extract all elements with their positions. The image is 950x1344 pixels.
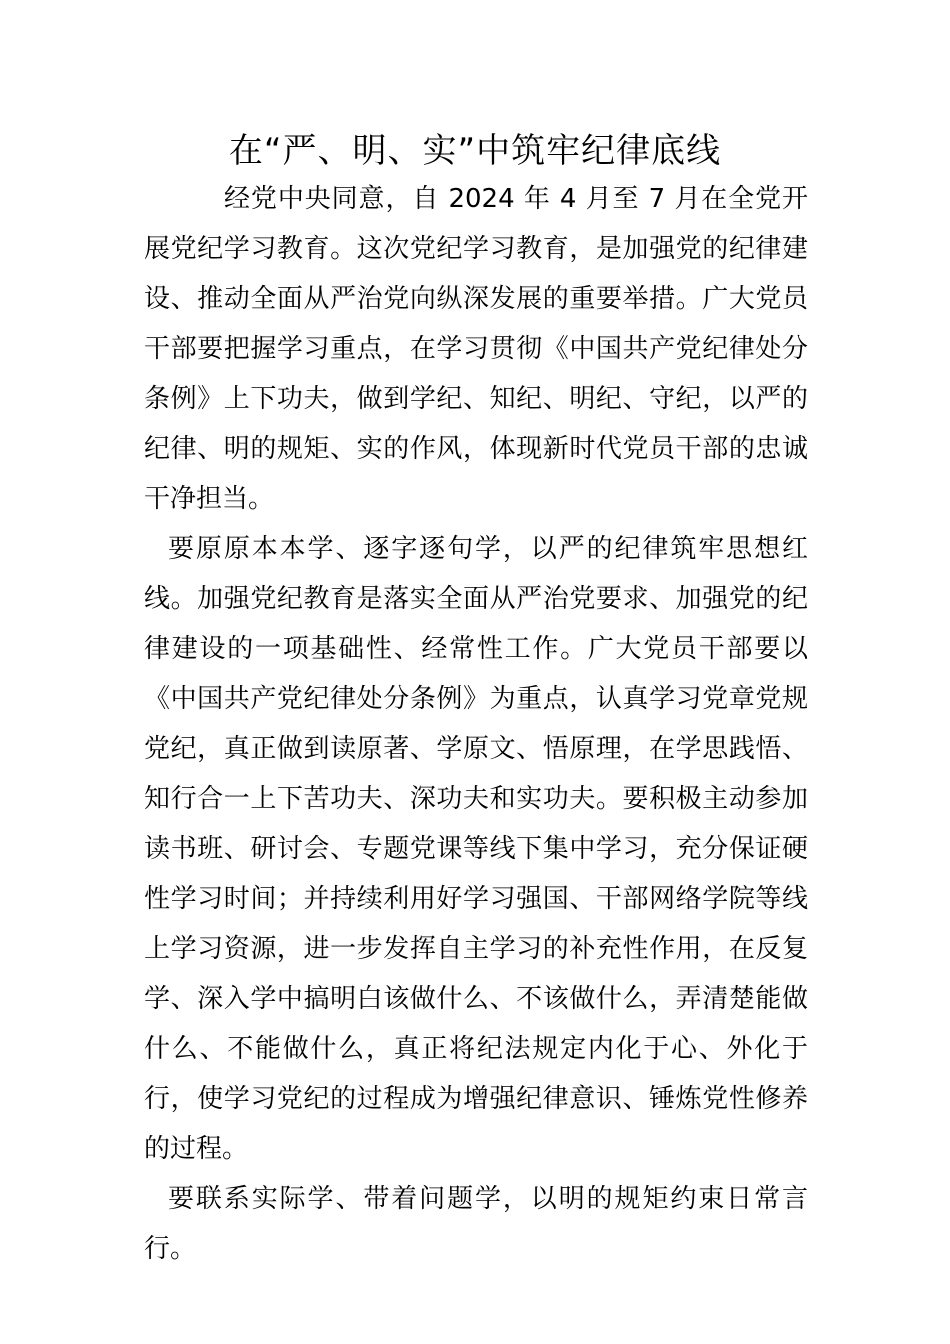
document-title: 在“严、明、实”中筑牢纪律底线 xyxy=(228,131,722,171)
paragraph-3: 要联系实际学、带着问题学，以明的规矩约束日常言行。 xyxy=(144,1184,808,1264)
document-body xyxy=(144,174,808,1274)
paragraph-2: 要原原本本学、逐字逐句学，以严的纪律筑牢思想红线。加强党纪教育是落实全面从严治党要求、加强党的纪律建设的一项基础性、经常性工作。广大党员干部要以《中国共产党纪律处分条例》为重点，认真学习党章党规党纪，真正做到读原著、学原文、悟原理，在学思践悟、知行合一上下苦功夫、深功夫和实功夫。要积极主动参加读书班、研讨会、专题党课等线下集中学习，充分保证硬性学习时间；并持续利用好学习强国、干部网络学院等线上学习资源，进一步发挥自主学习的补充性作用，在反复学、深入学中搞明白该做什么、不该做什么，弄清楚能做什么、不能做什么，真正将纪法规定内化于心、外化于行，使学习党纪的过程成为增强纪律意识、锤炼党性修养的过程。 xyxy=(144,534,808,1164)
paragraph-1: 经党中央同意，自 2024 年 4 月至 7 月在全党开展党纪学习教育。这次党纪学习教育，是加强党的纪律建设、推动全面从严治党向纵深发展的重要举措。广大党员干部要把握学习重点，在学习贯彻《中国共产党纪律处分条例》上下功夫，做到学纪、知纪、明纪、守纪，以严的纪律、明的规矩、实的作风，体现新时代党员干部的忠诚干净担当。 xyxy=(144,184,808,514)
